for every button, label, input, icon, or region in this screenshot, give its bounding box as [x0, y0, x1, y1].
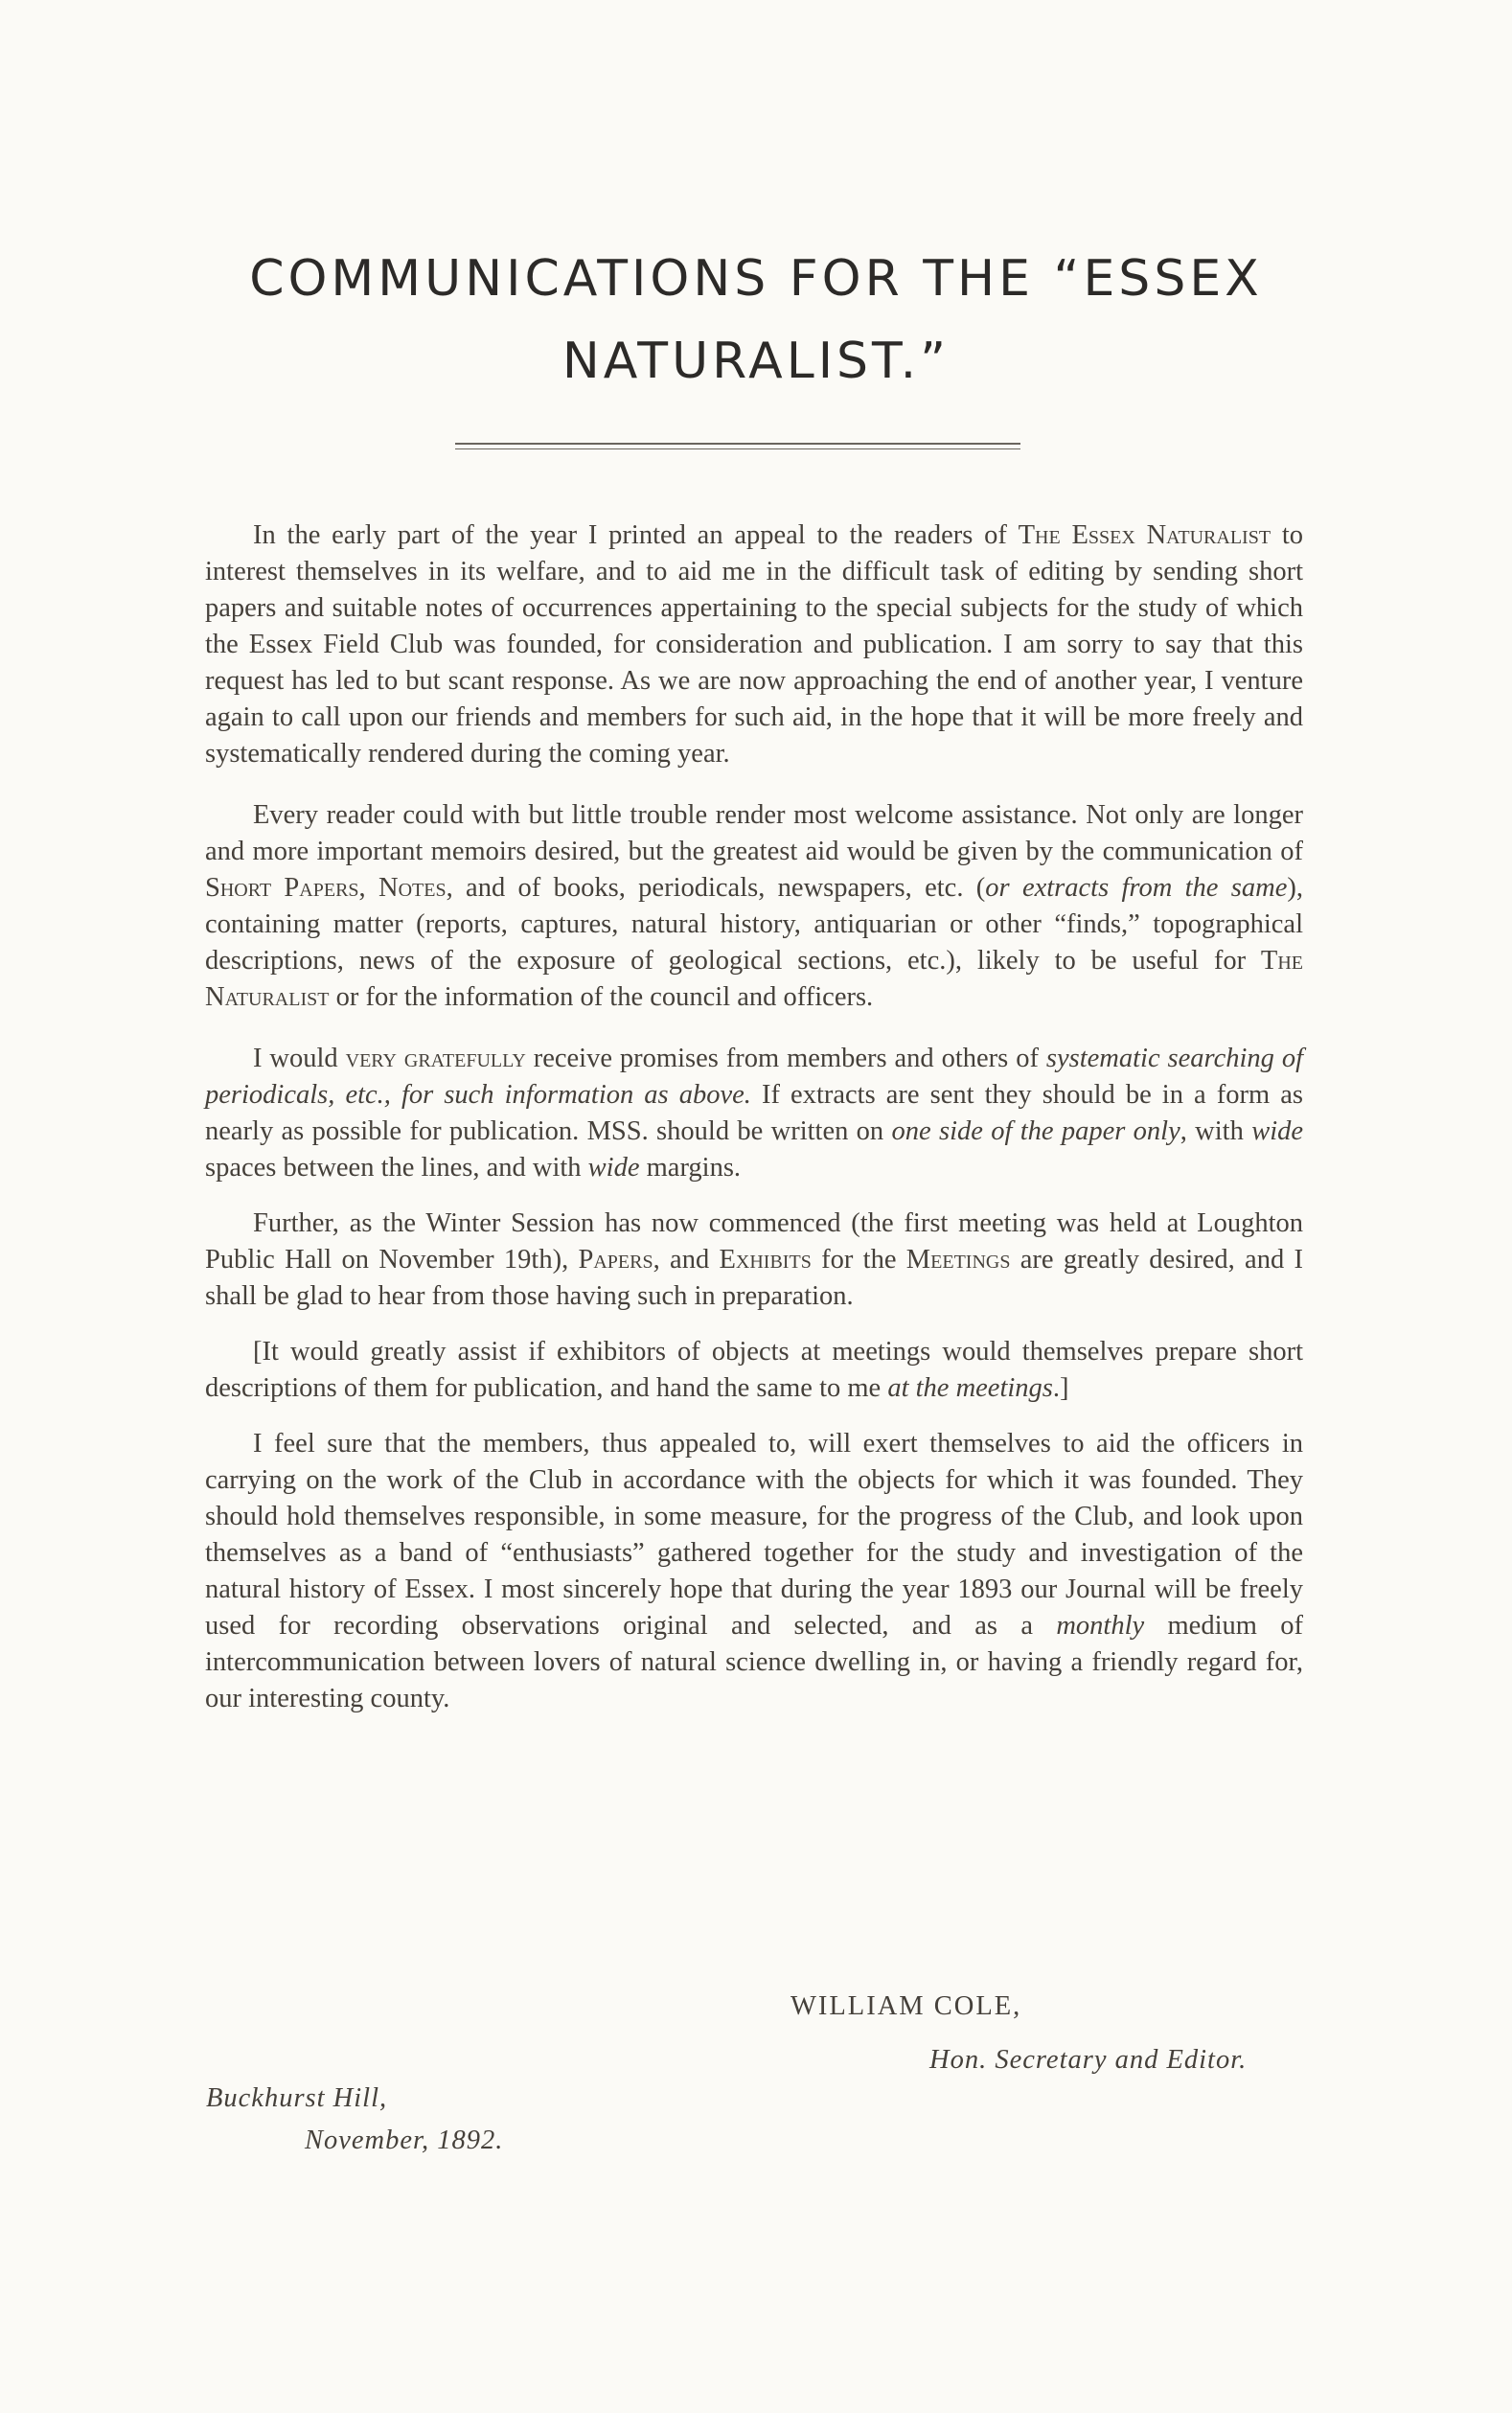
signature-role: Hon. Secretary and Editor.: [929, 2045, 1248, 2075]
title-divider: [455, 443, 1020, 445]
title-line-1: COMMUNICATIONS FOR THE “ESSEX: [249, 250, 1263, 308]
paragraph-closing: I feel sure that the members, thus appealed to, will exert themselves to aid the officers in carrying on the work of the Club in accordance with the objects for which it was founded. They should hold themselves responsible, in some measure, for the progress of the Club, and look upon themselves as a band of “enthusiasts” gathered together for the study and investigation of the natural history of Essex. I most sincerely hope that during the year 1893 our Journal will be freely used for recording observations original and selected, and as a monthly medium of intercommunication between lovers of natural science dwelling in, or having a friendly regard for, our interesting county.: [205, 1429, 1303, 1713]
letter-body: [205, 517, 1303, 1742]
title-divider-thin: [455, 448, 1020, 449]
title-line-2: NATURALIST.”: [561, 333, 951, 390]
signature-name: WILLIAM COLE,: [790, 1991, 1022, 2021]
paragraph-winter-session: Further, as the Winter Session has now commenced (the first meeting was held at Loughton Public Hall on November 19th), Papers, and Exhibits for the Meetings are greatly desired, and I shall be glad to hear from those having such in preparation.: [205, 1208, 1303, 1311]
dateline-place: Buckhurst Hill,: [206, 2083, 388, 2113]
dateline-date: November, 1892.: [305, 2126, 504, 2155]
paragraph-promises: I would very gratefully receive promises from members and others of systematic searching of periodicals, etc., for such information as above. If extracts are sent they should be in a form as nearly as possible for publication. MSS. should be written on one side of the paper only, with wide spaces between the lines, and with wide margins.: [205, 1044, 1304, 1183]
paragraph-assistance: Every reader could with but little trouble render most welcome assistance. Not only are longer and more important memoirs desired, but the greatest aid would be given by the communication of Short Papers, Notes, and of books, periodicals, newspapers, etc. (or extracts from the same), containing matter (reports, captures, natural history, antiquarian or other “finds,” topographical descriptions, news of the exposure of geological sections, etc.), likely to be useful for The Naturalist or for the information of the council and officers.: [205, 800, 1303, 1012]
journal-name: The Essex Naturalist: [1018, 520, 1271, 550]
paragraph-appeal: In the early part of the year I printed an appeal to the readers of The Essex Naturalist to interest themselves in its welfare, and to aid me in the difficult task of editing by sending short papers and suitable notes of occurrences appertaining to the special subjects for the study of which the Essex Field Club was founded, for consideration and publication. I am sorry to say that this request has led to but scant response. As we are now approaching the end of another year, I venture again to call upon our friends and members for such aid, in the hope that it will be more freely and systematically rendered during the coming year.: [205, 520, 1303, 769]
paragraph-exhibitors-note: [It would greatly assist if exhibitors of objects at meetings would themselves prepare short descriptions of them for publication, and hand the same to me at the meetings.]: [205, 1337, 1303, 1403]
page-title: [172, 238, 1340, 402]
